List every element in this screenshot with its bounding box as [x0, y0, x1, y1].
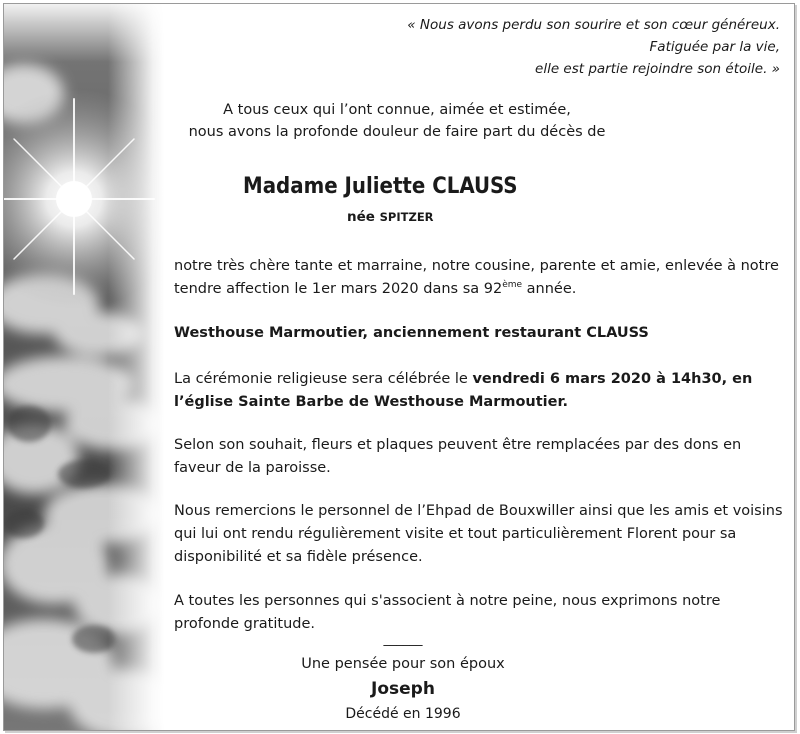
- thanks-line-1: Nous remercions le personnel de l’Ehpad de Bouxwiller ainsi que les amis et voisins: [174, 503, 783, 519]
- ceremony-date: vendredi 6 mars 2020 à 14h30, en: [472, 371, 753, 387]
- memorial-name: Joseph: [371, 679, 435, 699]
- intro-line-2: nous avons la profonde douleur de faire part du décès de: [188, 124, 606, 140]
- thanks-line-2: qui lui ont rendu régulièrement visite et tout particulièrement Florent pour sa: [174, 526, 737, 542]
- memorial-separator: ______: [383, 632, 423, 647]
- wish-line-1: Selon son souhait, fleurs et plaques peuvent être remplacées par des dons en: [174, 437, 742, 453]
- deceased-name: Madame Juliette CLAUSS: [243, 174, 518, 199]
- superscript-ordinal: ème: [502, 280, 523, 290]
- obituary-notice: [3, 3, 795, 731]
- wish-line-2: faveur de la paroisse.: [174, 460, 331, 476]
- ceremony-line-1: La cérémonie religieuse sera célébrée le vendredi 6 mars 2020 à 14h30, en: [174, 371, 753, 387]
- maiden-surname: SPITZER: [379, 210, 434, 224]
- intro-line-1: A tous ceux qui l’ont connue, aimée et estimée,: [223, 102, 571, 118]
- memorial-deceased-year: Décédé en 1996: [345, 706, 461, 722]
- nee-prefix: née: [347, 209, 375, 225]
- maiden-name: [347, 209, 434, 225]
- quote-line-3: elle est partie rejoindre son étoile. »: [535, 61, 780, 77]
- thanks-line-3: disponibilité et sa fidèle présence.: [174, 549, 423, 565]
- quote-line-2: Fatiguée par la vie,: [649, 39, 780, 55]
- location-line: Westhouse Marmoutier, anciennement restaurant CLAUSS: [174, 325, 649, 341]
- memorial-intro: Une pensée pour son époux: [301, 656, 505, 672]
- gratitude-line-2: profonde gratitude.: [174, 616, 315, 632]
- quote-line-1: « Nous avons perdu son sourire et son cœur généreux.: [407, 17, 780, 33]
- gratitude-line-1: A toutes les personnes qui s'associent à notre peine, nous exprimons notre: [174, 593, 721, 609]
- ceremony-line-2: l’église Sainte Barbe de Westhouse Marmoutier.: [174, 394, 569, 410]
- relation-line-2: tendre affection le 1er mars 2020 dans sa 92ème année.: [174, 280, 577, 297]
- relation-line-1: notre très chère tante et marraine, notre cousine, parente et amie, enlevée à notre: [174, 258, 779, 274]
